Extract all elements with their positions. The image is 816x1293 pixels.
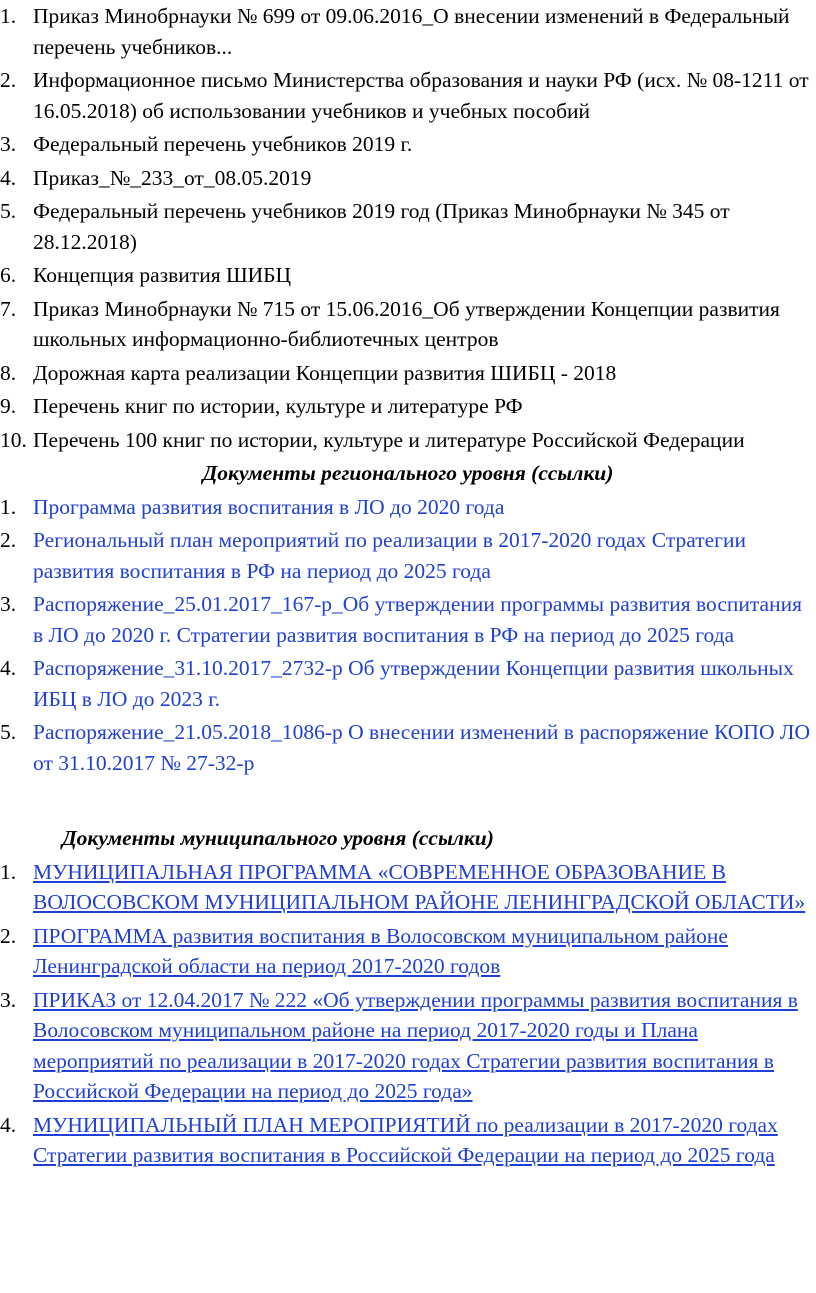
list-number: 2. <box>0 923 17 948</box>
list-item-text: Перечень книг по истории, культуре и литературе РФ <box>33 394 523 418</box>
list-number: 3. <box>0 132 17 156</box>
list-number: 1. <box>0 859 17 884</box>
list-number: 4. <box>0 165 17 190</box>
list-item-text: Федеральный перечень учебников 2019 г. <box>33 132 413 156</box>
list-item-text: Дорожная карта реализации Концепции развития ШИБЦ - 2018 <box>33 360 617 385</box>
list-number: 10. <box>0 427 27 452</box>
municipal-document-link[interactable]: МУНИЦИПАЛЬНЫЙ ПЛАН МЕРОПРИЯТИЙ по реализации в 2017-2020 годах Стратегии развития воспитания в Российской Федерации на период до 2025 года <box>33 1112 778 1167</box>
list-item <box>0 129 816 160</box>
list-item <box>0 391 816 422</box>
list-number: 1. <box>0 494 17 519</box>
list-number: 2. <box>0 68 17 92</box>
regional-documents-list <box>0 492 816 779</box>
municipal-section-title: Документы муниципального уровня (ссылки) <box>62 826 494 850</box>
list-item <box>0 717 816 778</box>
list-item <box>0 425 816 456</box>
municipal-documents-list <box>0 857 816 1171</box>
list-item <box>0 525 816 586</box>
regional-document-link[interactable]: Программа развития воспитания в ЛО до 2020 года <box>33 494 505 519</box>
municipal-document-link[interactable]: МУНИЦИПАЛЬНАЯ ПРОГРАММА «СОВРЕМЕННОЕ ОБРАЗОВАНИЕ В ВОЛОСОВСКОМ МУНИЦИПАЛЬНОМ РАЙОНЕ ЛЕНИНГРАДСКОЙ ОБЛАСТИ» <box>33 859 806 914</box>
list-item <box>0 65 816 126</box>
list-item <box>0 589 816 650</box>
section-spacer <box>0 781 816 823</box>
list-item-text: Федеральный перечень учебников 2019 год (Приказ Минобрнауки № 345 от 28.12.2018) <box>33 199 730 254</box>
list-item-text: Концепция развития ШИБЦ <box>33 263 292 287</box>
list-item <box>0 921 816 982</box>
list-item <box>0 857 816 918</box>
list-item <box>0 358 816 389</box>
list-number: 7. <box>0 296 17 321</box>
list-number: 8. <box>0 360 17 385</box>
list-item <box>0 985 816 1107</box>
list-number: 4. <box>0 656 17 680</box>
federal-documents-list <box>0 1 816 455</box>
list-item <box>0 260 816 291</box>
regional-document-link[interactable]: Распоряжение_25.01.2017_167-р_Об утверждении программы развития воспитания в ЛО до 2020 г. Стратегии развития воспитания в РФ на период до 2025 года <box>33 592 803 647</box>
list-item-text: Приказ Минобрнауки № 699 от 09.06.2016_О внесении изменений в Федеральный перечень учебников... <box>33 4 790 59</box>
list-item <box>0 1 816 62</box>
list-item-text: Информационное письмо Министерства образования и науки РФ (исх. № 08-1211 от 16.05.2018) об использовании учебников и учебных пособий <box>33 68 809 123</box>
regional-document-link[interactable]: Региональный план мероприятий по реализации в 2017-2020 годах Стратегии развития воспитания в РФ на период до 2025 года <box>33 528 747 583</box>
list-number: 6. <box>0 263 17 287</box>
list-number: 3. <box>0 592 17 616</box>
list-item <box>0 492 816 523</box>
list-item-text: Перечень 100 книг по истории, культуре и литературе Российской Федерации <box>33 427 745 452</box>
list-number: 9. <box>0 394 17 418</box>
regional-document-link[interactable]: Распоряжение_31.10.2017_2732-р Об утверждении Концепции развития школьных ИБЦ в ЛО до 2023 г. <box>33 656 794 711</box>
list-item <box>0 163 816 194</box>
list-number: 5. <box>0 720 17 744</box>
list-item <box>0 653 816 714</box>
list-number: 4. <box>0 1112 17 1137</box>
list-item <box>0 294 816 355</box>
list-item <box>0 1110 816 1171</box>
list-item <box>0 196 816 257</box>
regional-section-title: Документы регионального уровня (ссылки) <box>202 461 614 485</box>
municipal-document-link[interactable]: ПРИКАЗ от 12.04.2017 № 222 «Об утверждении программы развития воспитания в Волосовском муниципальном районе на период 2017-2020 годы и Плана мероприятий по реализации в 2017-2020 годах Стратегии развития воспитания в Российской Федерации на период до 2025 года» <box>33 987 798 1103</box>
list-number: 5. <box>0 199 17 223</box>
list-number: 3. <box>0 987 17 1012</box>
list-item-text: Приказ Минобрнауки № 715 от 15.06.2016_Об утверждении Концепции развития школьных информационно-библиотечных центров <box>33 296 780 351</box>
list-number: 2. <box>0 528 17 552</box>
list-number: 1. <box>0 4 17 28</box>
list-item-text: Приказ_№_233_от_08.05.2019 <box>33 165 312 190</box>
regional-document-link[interactable]: Распоряжение_21.05.2018_1086-р О внесении изменений в распоряжение КОПО ЛО от 31.10.2017 № 27-32-р <box>33 720 810 775</box>
municipal-document-link[interactable]: ПРОГРАММА развития воспитания в Волосовском муниципальном районе Ленинградской области на период 2017-2020 годов <box>33 923 728 978</box>
